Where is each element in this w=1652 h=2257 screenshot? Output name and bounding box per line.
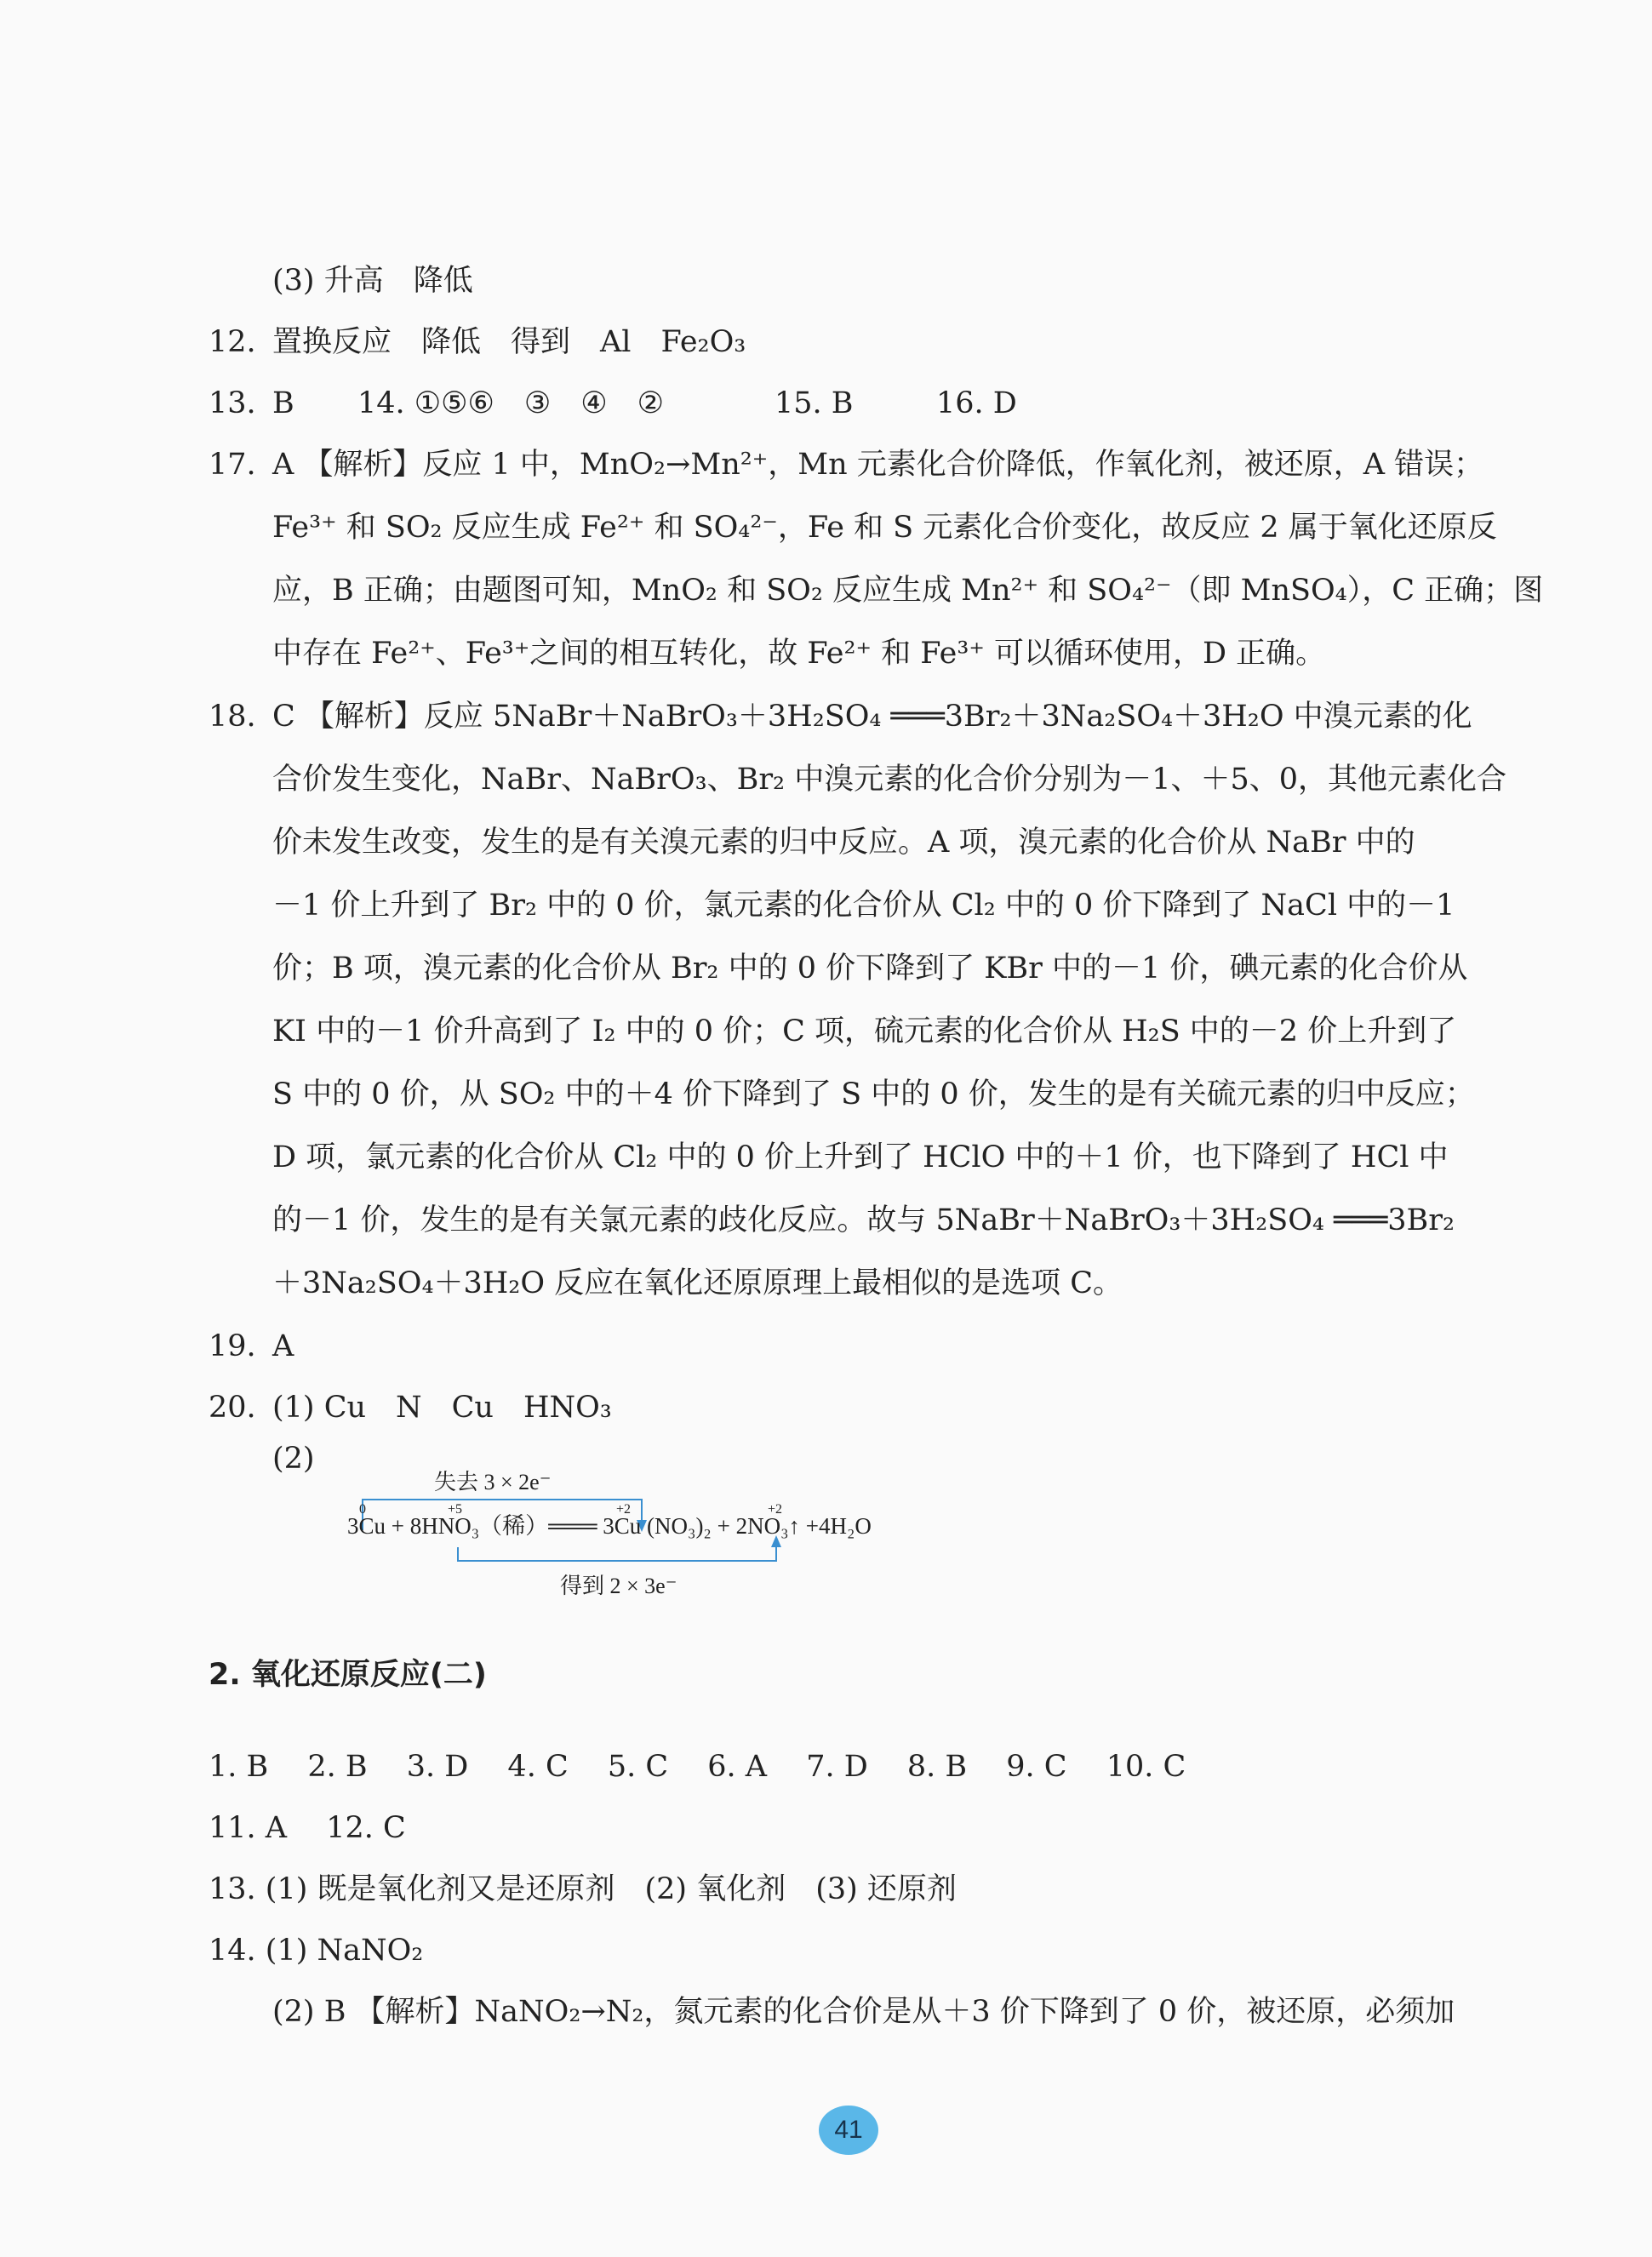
- gain-electron-label: 得到 2 × 3e⁻: [560, 1574, 677, 1598]
- q18-line-7: S 中的 0 价，从 SO₂ 中的＋4 价下降到了 S 中的 0 价，发生的是有关硫元素的归中反应；: [272, 1077, 1475, 1111]
- section-title: 2. 氧化还原反应(二): [209, 1658, 487, 1692]
- q17-line-4: 中存在 Fe²⁺、Fe³⁺之间的相互转化，故 Fe²⁺ 和 Fe³⁺ 可以循环使用，D 正确。: [272, 637, 1326, 671]
- redox-equation: 3Cu + 8HNO₃（稀）═══ 3Cu (NO₃)₂ + 2NO₃↑ +4H₂O: [347, 1513, 872, 1539]
- s2-answers-11-12: 11. A 12. C: [209, 1811, 406, 1845]
- q13-answer: B: [272, 386, 294, 420]
- lose-electron-label: 失去 3 × 2e⁻: [434, 1470, 552, 1494]
- s2-q14-part2: (2) B 【解析】NaNO₂→N₂，氮元素的化合价是从＋3 价下降到了 0 价，被还原，必须加: [272, 1995, 1455, 2029]
- ox-state-cu-product: +2: [616, 1502, 632, 1517]
- q15-answer: 15. B: [775, 386, 854, 420]
- q14-answer: 14. ①⑤⑥ ③ ④ ②: [357, 386, 665, 420]
- q18-line-8: D 项，氯元素的化合价从 Cl₂ 中的 0 价上升到了 HClO 中的＋1 价，也下降到了 HCl 中: [272, 1140, 1449, 1174]
- q18-line-9: 的－1 价，发生的是有关氯元素的歧化反应。故与 5NaBr＋NaBrO₃＋3H₂SO₄ ═══3Br₂: [272, 1203, 1455, 1237]
- q18-line-3: 价未发生改变，发生的是有关溴元素的归中反应。A 项，溴元素的化合价从 NaBr 中的: [272, 826, 1415, 860]
- q17-line-3: 应，B 正确；由题图可知，MnO₂ 和 SO₂ 反应生成 Mn²⁺ 和 SO₄²⁻（即 MnSO₄），C 正确；图: [272, 574, 1544, 608]
- question-number: 12.: [209, 325, 256, 359]
- q11-part3: (3) 升高 降低: [272, 264, 473, 298]
- question-number: 18.: [209, 700, 256, 734]
- s2-q13: 13. (1) 既是氧化剂又是还原剂 (2) 氧化剂 (3) 还原剂: [209, 1872, 957, 1906]
- q18-line-6: KI 中的－1 价升高到了 I₂ 中的 0 价；C 项，硫元素的化合价从 H₂S 中的－2 价上升到了: [272, 1014, 1457, 1049]
- q12-answer: 置换反应 降低 得到 Al Fe₂O₃: [272, 325, 746, 359]
- electron-transfer-diagram: [340, 1438, 936, 1604]
- question-number: 13.: [209, 386, 256, 420]
- question-number: 17.: [209, 448, 256, 482]
- s2-q14-part1: 14. (1) NaNO₂: [209, 1934, 424, 1968]
- s2-answers-1-10: 1. B 2. B 3. D 4. C 5. C 6. A 7. D 8. B 9. C 10. C: [209, 1750, 1186, 1784]
- page-number: 41: [819, 2106, 878, 2155]
- q18-line-1: C 【解析】反应 5NaBr＋NaBrO₃＋3H₂SO₄ ═══3Br₂＋3Na₂SO₄＋3H₂O 中溴元素的化: [272, 700, 1472, 734]
- q17-line-2: Fe³⁺ 和 SO₂ 反应生成 Fe²⁺ 和 SO₄²⁻，Fe 和 S 元素化合价变化，故反应 2 属于氧化还原反: [272, 511, 1497, 545]
- question-number: 19.: [209, 1329, 256, 1363]
- q18-line-2: 合价发生变化，NaBr、NaBrO₃、Br₂ 中溴元素的化合价分别为－1、＋5、0，其他元素化合: [272, 763, 1507, 797]
- q16-answer: 16. D: [936, 386, 1017, 420]
- gain-electron-bracket: [458, 1544, 776, 1561]
- q17-line-1: A 【解析】反应 1 中，MnO₂→Mn²⁺，Mn 元素化合价降低，作氧化剂，被还原，A 错误；: [272, 448, 1484, 482]
- q18-line-4: －1 价上升到了 Br₂ 中的 0 价，氯元素的化合价从 Cl₂ 中的 0 价下降到了 NaCl 中的－1: [272, 889, 1455, 923]
- q20-part2-label: (2): [272, 1442, 315, 1476]
- q20-part1: (1) Cu N Cu HNO₃: [272, 1391, 612, 1425]
- ox-state-cu: 0: [359, 1502, 366, 1517]
- q19-answer: A: [272, 1329, 294, 1363]
- q18-line-10: ＋3Na₂SO₄＋3H₂O 反应在氧化还原原理上最相似的是选项 C。: [272, 1266, 1123, 1300]
- ox-state-n-reactant: +5: [448, 1502, 463, 1517]
- ox-state-n-product: +2: [768, 1502, 783, 1517]
- question-number: 20.: [209, 1391, 256, 1425]
- q18-line-5: 价；B 项，溴元素的化合价从 Br₂ 中的 0 价下降到了 KBr 中的－1 价，碘元素的化合价从: [272, 951, 1468, 986]
